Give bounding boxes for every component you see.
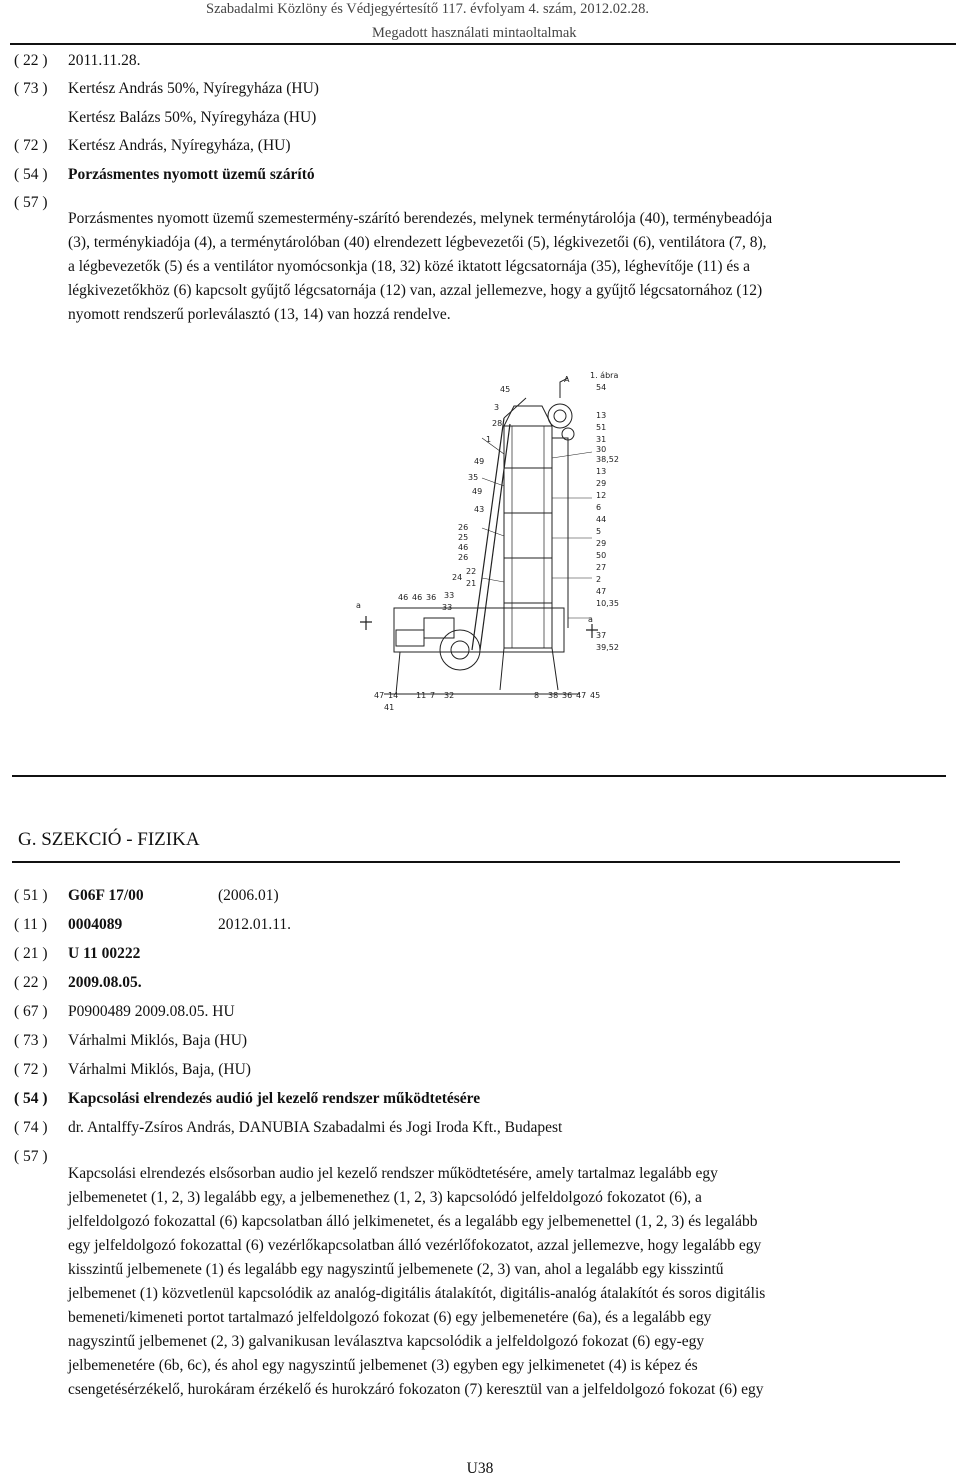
- owner-2: Kertész Balázs 50%, Nyíregyháza (HU): [68, 109, 317, 126]
- figure-label: 8: [534, 691, 540, 700]
- figure-label: 54: [596, 383, 607, 392]
- filing-date: 2011.11.28.: [68, 52, 141, 69]
- abstract-line: (3), terménykiadója (4), a terménytárolóban (40) elrendezett légbevezetői (5), légkivezetői (6), ventilátora (7, 8),: [68, 234, 767, 251]
- figure-label: 44: [596, 515, 607, 524]
- figure-label: 37: [596, 631, 607, 640]
- inventor: Várhalmi Miklós, Baja, (HU): [68, 1061, 251, 1078]
- abstract-line: kisszintű jelbemenete (1) és legalább egy nagyszintű jelbemenete (2, 3) van, ahol a legalább egy kisszintű: [68, 1261, 724, 1278]
- figure-label: 32: [444, 691, 455, 700]
- figure-label: 13: [596, 467, 607, 476]
- ipc-class: G06F 17/00: [68, 887, 144, 904]
- registration-date: 2012.01.11.: [218, 916, 292, 933]
- figure-label: 46: [458, 543, 469, 552]
- figure-label: a: [588, 615, 593, 624]
- ipc-version: (2006.01): [218, 887, 279, 904]
- figure-label: 26: [458, 553, 469, 562]
- patent-drawing: [354, 368, 620, 712]
- field-72: [14, 1061, 251, 1079]
- figure-label: 49: [472, 487, 483, 496]
- registration-number: 0004089: [68, 916, 123, 933]
- field-51: [14, 887, 279, 905]
- figure-label: 38: [548, 691, 559, 700]
- abstract-1: [68, 207, 772, 327]
- figure-label: 2: [596, 575, 602, 584]
- field-code: ( 72 ): [14, 137, 48, 154]
- figure-label: 7: [430, 691, 436, 700]
- figure-label: A: [564, 375, 570, 384]
- abstract-line: jelbemenet (1) közvetlenül kapcsolódik az analóg-digitális átalakítót, digitális-analóg átalakítót és soros digitális: [68, 1285, 766, 1302]
- application-number: U 11 00222: [68, 945, 141, 962]
- field-code: ( 73 ): [14, 80, 48, 97]
- field-code: ( 74 ): [14, 1119, 48, 1136]
- representative: dr. Antalffy-Zsíros András, DANUBIA Szabadalmi és Jogi Iroda Kft., Budapest: [68, 1119, 563, 1136]
- field-22: [14, 974, 142, 992]
- section-rule-top: [12, 775, 946, 777]
- figure-label: 29: [596, 479, 607, 488]
- abstract-line: jelbemenetére (6b, 6c), és ahol egy nagyszintű jelbemenet (3) egyben egy jelkimenetet (4) is képez és: [68, 1357, 698, 1374]
- utility-model-title: Porzásmentes nyomott üzemű szárító: [68, 166, 315, 183]
- figure-label: 47: [596, 587, 607, 596]
- figure-caption: 1. ábra: [590, 371, 619, 380]
- figure-label: 14: [388, 691, 399, 700]
- section-rule-bottom: [12, 861, 900, 863]
- abstract-line: Porzásmentes nyomott üzemű szemestermény-szárító berendezés, melynek terménytárolója (40), terménybeadója: [68, 210, 773, 227]
- figure-label: 24: [452, 573, 463, 582]
- figure-label: 45: [500, 385, 511, 394]
- field-57: [14, 194, 68, 212]
- figure-label: 1: [486, 435, 492, 444]
- figure-label: a: [356, 601, 361, 610]
- field-73: [14, 1032, 248, 1050]
- figure-label: 46: [412, 593, 423, 602]
- figure-label: 38,52: [596, 455, 619, 464]
- figure-label: 28: [492, 419, 503, 428]
- figure-label: 36: [562, 691, 573, 700]
- owner-1: Kertész András 50%, Nyíregyháza (HU): [68, 80, 319, 97]
- figure-label: 5: [596, 527, 602, 536]
- fan: [440, 630, 480, 670]
- figure-label: 45: [590, 691, 601, 700]
- tower-body: [504, 426, 552, 648]
- field-code: ( 57 ): [14, 194, 48, 211]
- field-57: [14, 1148, 68, 1166]
- abstract-line: bemeneti/kimeneti portot tartalmazó jelfeldolgozó fokozat (6) egy jelbemenetére (6a), és a legalább egy: [68, 1309, 712, 1326]
- figure-label: 35: [468, 473, 479, 482]
- abstract-line: légkivezetőkhöz (6) kapcsolt gyűjtő légcsatornája (12) van, azzal jellemezve, hogy a gyűjtő légcsatornához (12): [68, 282, 763, 299]
- figure-label: 27: [596, 563, 607, 572]
- header-rule: [10, 43, 956, 45]
- field-54: [14, 1090, 481, 1108]
- field-code: ( 54 ): [14, 166, 48, 183]
- field-code: ( 21 ): [14, 945, 48, 962]
- figure-label: 11: [416, 691, 427, 700]
- section-title: G. SZEKCIÓ - FIZIKA: [18, 829, 200, 850]
- field-22: [14, 52, 141, 70]
- owner: Várhalmi Miklós, Baja (HU): [68, 1032, 248, 1049]
- figure-label: 10,35: [596, 599, 619, 608]
- abstract-line: Kapcsolási elrendezés elsősorban audio jel kezelő rendszer működtetésére, amely tartalmaz legalább egy: [68, 1165, 718, 1182]
- abstract-line: csengetésérzékelő, hurokáram érzékelő és hurokzáró fokozaton (7) keresztül van a jelfeldolgozó fokozat (6) egy: [68, 1381, 764, 1398]
- field-code: ( 11 ): [14, 916, 47, 933]
- field-11: [14, 916, 292, 934]
- field-code: ( 22 ): [14, 974, 48, 991]
- field-54: [14, 166, 315, 184]
- abstract-line: nagyszintű jelbemenet (2, 3) galvanikusan leválasztva kapcsolódik a jelfeldolgozó fokozat (6) egy-egy: [68, 1333, 705, 1350]
- figure-label: 43: [474, 505, 485, 514]
- figure-label: 26: [458, 523, 469, 532]
- priority: P0900489 2009.08.05. HU: [68, 1003, 235, 1020]
- abstract-line: a légbevezetők (5) és a ventilátor nyomócsonkja (18, 32) közé iktatott légcsatornája (35), léghevítője (11) és a: [68, 258, 751, 275]
- figure-label: 21: [466, 579, 477, 588]
- field-code: ( 72 ): [14, 1061, 48, 1078]
- journal-header: Szabadalmi Közlöny és Védjegyértesítő 117. évfolyam 4. szám, 2012.02.28.: [206, 1, 649, 17]
- utility-model-title: Kapcsolási elrendezés audió jel kezelő rendszer működtetésére: [68, 1090, 481, 1107]
- abstract-line: nyomott rendszerű porleválasztó (13, 14) van hozzá rendelve.: [68, 306, 451, 323]
- figure-label: 12: [596, 491, 607, 500]
- figure-label: 31: [596, 435, 607, 444]
- figure-label: 22: [466, 567, 477, 576]
- field-73: [14, 80, 319, 98]
- field-code: ( 51 ): [14, 887, 48, 904]
- figure-label: 29: [596, 539, 607, 548]
- figure-label: 46: [398, 593, 409, 602]
- filing-date: 2009.08.05.: [68, 974, 142, 991]
- abstract-line: egy jelfeldolgozó fokozattal (6) vezérlőkapcsolatban álló vezérlőfokozatot, azzal jellemezve, hogy legalább egy: [68, 1237, 762, 1254]
- figure-label: 3: [494, 403, 500, 412]
- field-code: ( 22 ): [14, 52, 48, 69]
- abstract-line: jelbemenetet (1, 2, 3) legalább egy, a jelbemenethez (1, 2, 3) kapcsolódó jelfeldolgozó fokozatot (6), a: [68, 1189, 702, 1206]
- field-code: ( 54 ): [14, 1090, 48, 1107]
- field-72: [14, 137, 291, 155]
- figure-label: 39,52: [596, 643, 619, 652]
- cyclone: [548, 404, 572, 428]
- figure-label: 36: [426, 593, 437, 602]
- figure-label: 41: [384, 703, 395, 712]
- figure-label: 30: [596, 445, 607, 454]
- figure-label: 25: [458, 533, 469, 542]
- field-code: ( 57 ): [14, 1148, 48, 1165]
- field-code: ( 73 ): [14, 1032, 48, 1049]
- figure-label: 50: [596, 551, 607, 560]
- abstract-2: [68, 1162, 765, 1402]
- abstract-line: jelfeldolgozó fokozattal (6) kapcsolatban álló jelkimenetet, és a legalább egy jelbemenettel (1, 2, 3) és legalább: [68, 1213, 758, 1230]
- figure-label: 47: [576, 691, 587, 700]
- figure-label: 51: [596, 423, 607, 432]
- page-number: U38: [466, 1460, 494, 1477]
- figure-label: 6: [596, 503, 602, 512]
- figure-label: 47: [374, 691, 385, 700]
- figure-label: 33: [442, 603, 453, 612]
- figure-label: 49: [474, 457, 485, 466]
- figure-label: 13: [596, 411, 607, 420]
- inventor: Kertész András, Nyíregyháza, (HU): [68, 137, 291, 154]
- field-code: ( 67 ): [14, 1003, 48, 1020]
- section-header: Megadott használati mintaoltalmak: [372, 25, 577, 41]
- field-74: [14, 1119, 563, 1137]
- field-67: [14, 1003, 235, 1021]
- figure-label: 33: [444, 591, 455, 600]
- field-21: [14, 945, 141, 963]
